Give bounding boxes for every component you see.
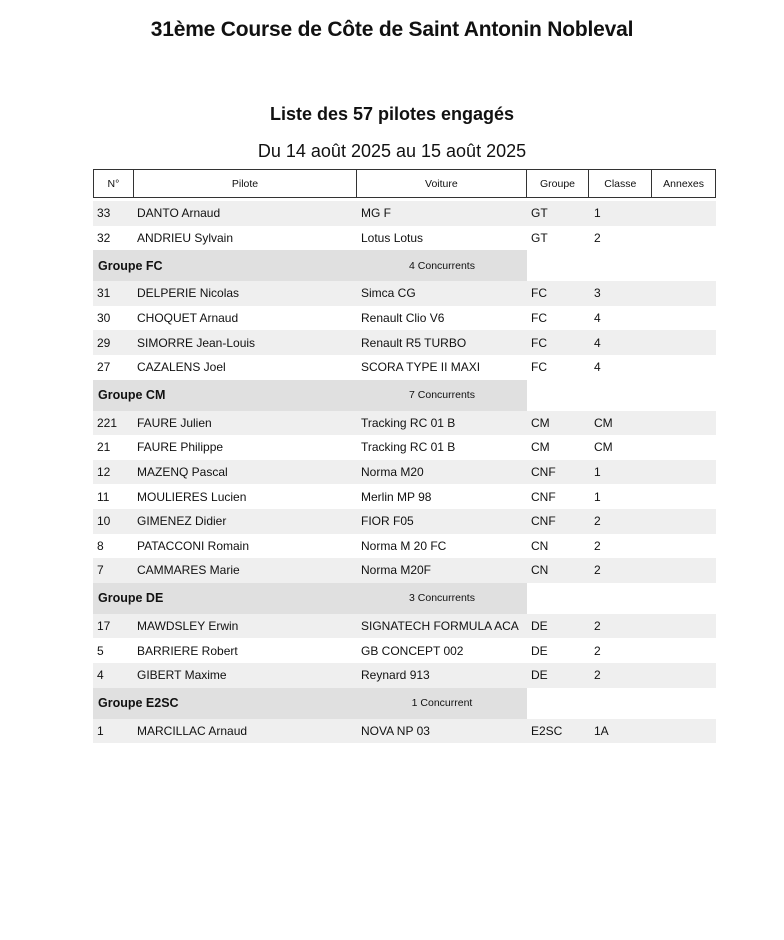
cell-class: 2 <box>594 563 601 578</box>
cell-pilot: ANDRIEU Sylvain <box>137 230 234 245</box>
cell-pilot: MAZENQ Pascal <box>137 465 228 480</box>
cell-number: 32 <box>97 230 111 245</box>
cell-pilot: CHOQUET Arnaud <box>137 311 239 326</box>
cell-group: CNF <box>531 514 556 529</box>
group-header-row <box>93 583 716 614</box>
cell-pilot: FAURE Julien <box>137 415 212 430</box>
cell-class: 1 <box>594 489 601 504</box>
page-title: 31ème Course de Côte de Saint Antonin Nobleval <box>150 18 634 41</box>
group-count: 1 Concurrent <box>411 697 473 709</box>
cell-pilot: MAWDSLEY Erwin <box>137 619 239 634</box>
cell-class: 2 <box>594 619 601 634</box>
cell-number: 31 <box>97 286 111 301</box>
cell-pilot: DANTO Arnaud <box>137 206 221 221</box>
table-row <box>93 281 716 306</box>
cell-number: 12 <box>97 465 111 480</box>
table-row <box>93 460 716 485</box>
cell-pilot: GIBERT Maxime <box>137 668 227 683</box>
group-row-blank <box>527 380 716 411</box>
cell-car: Simca CG <box>361 286 416 301</box>
table-row <box>93 306 716 331</box>
cell-pilot: SIMORRE Jean-Louis <box>137 335 256 350</box>
cell-number: 1 <box>97 723 104 738</box>
cell-group: FC <box>531 360 547 375</box>
cell-car: Lotus Lotus <box>361 230 424 245</box>
cell-number: 33 <box>97 206 111 221</box>
cell-class: 2 <box>594 668 601 683</box>
cell-car: Norma M20 <box>361 465 424 480</box>
table-row <box>93 638 716 663</box>
group-header-row <box>93 250 716 281</box>
cell-class: 4 <box>594 335 601 350</box>
cell-pilot: GIMENEZ Didier <box>137 514 227 529</box>
table-row <box>93 663 716 688</box>
cell-group: FC <box>531 311 547 326</box>
table-row <box>93 509 716 534</box>
cell-group: DE <box>531 668 548 683</box>
cell-group: CNF <box>531 465 556 480</box>
cell-class: 1 <box>594 465 601 480</box>
cell-number: 30 <box>97 311 111 326</box>
cell-pilot: BARRIERE Robert <box>137 643 238 658</box>
column-header-annexes: Annexes <box>663 177 705 190</box>
cell-number: 8 <box>97 538 104 553</box>
group-row-blank <box>527 583 716 614</box>
cell-group: CM <box>531 415 550 430</box>
group-count: 3 Concurrents <box>409 592 475 605</box>
cell-number: 11 <box>97 489 110 504</box>
cell-number: 10 <box>97 514 111 529</box>
cell-pilot: CAMMARES Marie <box>137 563 240 578</box>
page-subtitle: Liste des 57 pilotes engagés <box>269 104 515 124</box>
cell-number: 29 <box>97 335 111 350</box>
cell-car: Tracking RC 01 B <box>361 440 456 455</box>
cell-number: 17 <box>97 619 111 634</box>
table-row <box>93 330 716 355</box>
cell-class: CM <box>594 415 613 430</box>
column-header-number: N° <box>94 170 134 197</box>
group-header-row <box>93 380 716 411</box>
group-header-row <box>93 688 716 719</box>
cell-number: 27 <box>97 360 111 375</box>
cell-car: Renault R5 TURBO <box>361 335 467 350</box>
cell-car: MG F <box>361 206 391 221</box>
cell-group: CN <box>531 538 549 553</box>
cell-car: Renault Clio V6 <box>361 311 445 326</box>
cell-group: E2SC <box>531 723 563 738</box>
cell-group: FC <box>531 286 547 301</box>
cell-class: 2 <box>594 230 601 245</box>
group-name: Groupe DE <box>98 591 164 606</box>
cell-class: 2 <box>594 514 601 529</box>
cell-number: 5 <box>97 643 104 658</box>
cell-car: Merlin MP 98 <box>361 489 432 504</box>
column-header-car: Voiture <box>357 170 526 197</box>
table-row <box>93 484 716 509</box>
cell-car: NOVA NP 03 <box>361 723 430 738</box>
cell-group: GT <box>531 230 548 245</box>
table-row <box>93 411 716 436</box>
table-row <box>93 558 716 583</box>
column-header-pilot: Pilote <box>134 170 357 197</box>
cell-class: 3 <box>594 286 601 301</box>
cell-group: CM <box>531 440 550 455</box>
table-row <box>93 355 716 380</box>
table-row <box>93 226 716 251</box>
cell-class: 1 <box>594 206 601 221</box>
cell-car: Tracking RC 01 B <box>361 415 456 430</box>
cell-number: 21 <box>97 440 111 455</box>
cell-group: DE <box>531 619 548 634</box>
column-header-class: Classe <box>589 170 652 197</box>
cell-group: CNF <box>531 489 556 504</box>
cell-car: SCORA TYPE II MAXI <box>361 360 481 375</box>
cell-car: FIOR F05 <box>361 514 414 529</box>
cell-pilot: MOULIERES Lucien <box>137 489 247 504</box>
cell-class: 1A <box>594 723 609 738</box>
group-name: Groupe CM <box>98 388 166 403</box>
cell-car: Norma M20F <box>361 563 432 578</box>
cell-class: 2 <box>594 643 601 658</box>
cell-number: 4 <box>97 668 104 683</box>
cell-group: DE <box>531 643 548 658</box>
cell-car: SIGNATECH FORMULA ACA <box>361 619 519 634</box>
table-row <box>93 435 716 460</box>
cell-group: GT <box>531 206 548 221</box>
cell-pilot: CAZALENS Joel <box>137 360 226 375</box>
cell-class: 4 <box>594 360 601 375</box>
table-header <box>93 169 716 198</box>
cell-group: CN <box>531 563 549 578</box>
cell-pilot: FAURE Philippe <box>137 440 224 455</box>
table-row <box>93 534 716 559</box>
cell-car: Reynard 913 <box>361 668 430 683</box>
group-row-blank <box>527 688 716 719</box>
cell-class: CM <box>594 440 613 455</box>
table-row <box>93 719 716 744</box>
cell-class: 4 <box>594 311 601 326</box>
cell-pilot: PATACCONI Romain <box>137 538 250 553</box>
event-dates: Du 14 août 2025 au 15 août 2025 <box>257 141 527 161</box>
column-header-group: Groupe <box>527 170 590 197</box>
group-count: 4 Concurrents <box>409 259 475 272</box>
group-name: Groupe E2SC <box>98 696 179 710</box>
table-row <box>93 614 716 639</box>
table-row <box>93 201 716 226</box>
group-count: 7 Concurrents <box>409 389 475 402</box>
cell-car: GB CONCEPT 002 <box>361 643 464 658</box>
group-name: Groupe FC <box>98 258 163 273</box>
group-row-blank <box>527 250 716 281</box>
cell-pilot: DELPERIE Nicolas <box>137 286 240 301</box>
cell-class: 2 <box>594 538 601 553</box>
cell-number: 7 <box>97 563 104 578</box>
cell-car: Norma M 20 FC <box>361 538 447 553</box>
entries-table <box>93 201 716 743</box>
cell-number: 221 <box>97 415 118 430</box>
cell-group: FC <box>531 335 547 350</box>
cell-pilot: MARCILLAC Arnaud <box>137 723 248 738</box>
